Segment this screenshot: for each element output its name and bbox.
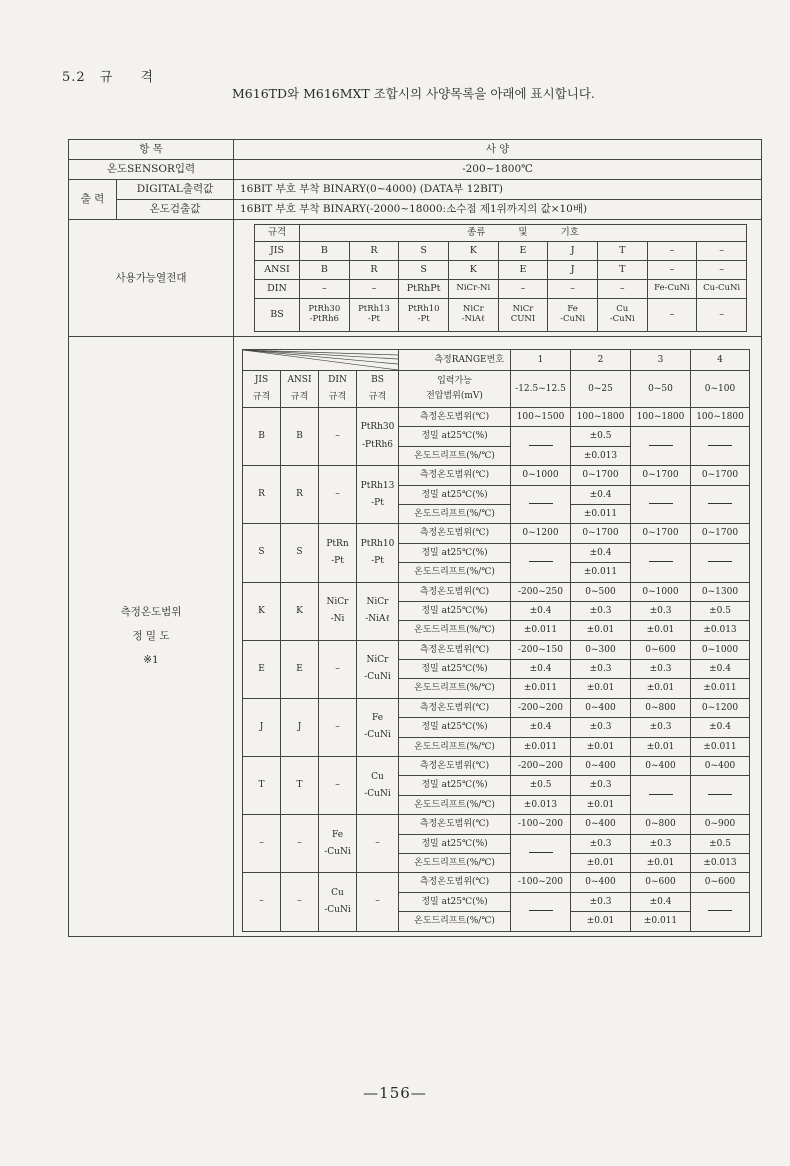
param-label: 정밀 at25℃(%) bbox=[399, 660, 511, 679]
tc-type-cell: E bbox=[498, 261, 548, 280]
dash-mark bbox=[649, 561, 673, 562]
std-bs-cell: – bbox=[357, 815, 399, 873]
range-value-empty bbox=[511, 485, 571, 524]
range-value: 0~1300 bbox=[691, 582, 750, 601]
param-label: 정밀 at25℃(%) bbox=[399, 892, 511, 911]
col-item-header: 항 목 bbox=[69, 140, 234, 160]
tc-type-cell: R bbox=[349, 261, 399, 280]
tc-header-kind: 종류 및 기호 bbox=[300, 225, 747, 242]
tc-type-cell: Cu -CuNi bbox=[597, 299, 647, 332]
std-header-din: DIN 규격 bbox=[319, 371, 357, 408]
range-value: 0~400 bbox=[571, 873, 631, 892]
std-jis-cell: E bbox=[243, 640, 281, 698]
param-label: 정밀 at25℃(%) bbox=[399, 776, 511, 795]
std-bs-cell: NiCr -NiAℓ bbox=[357, 582, 399, 640]
param-label: 정밀 at25℃(%) bbox=[399, 543, 511, 562]
tc-type-cell: T bbox=[597, 242, 647, 261]
range-value-empty bbox=[691, 485, 750, 524]
tc-type-cell: NiCr -NiAℓ bbox=[448, 299, 498, 332]
range-value: ±0.5 bbox=[691, 601, 750, 620]
tc-type-cell: PtRh13 -Pt bbox=[349, 299, 399, 332]
range-value: 0~1700 bbox=[631, 466, 691, 485]
range-value: ±0.4 bbox=[571, 485, 631, 504]
tc-type-cell: – bbox=[697, 261, 747, 280]
range-value: ±0.011 bbox=[511, 679, 571, 698]
dash-mark bbox=[649, 503, 673, 504]
param-label: 정밀 at25℃(%) bbox=[399, 427, 511, 446]
range-value: 100~1800 bbox=[571, 408, 631, 427]
param-label: 온도드리프트(%/℃) bbox=[399, 563, 511, 582]
param-label: 온도드리프트(%/℃) bbox=[399, 679, 511, 698]
range-number: 1 bbox=[511, 350, 571, 371]
tc-type-cell: – bbox=[597, 280, 647, 299]
tc-type-cell: – bbox=[647, 242, 697, 261]
range-value: ±0.011 bbox=[631, 912, 691, 931]
range-value: ±0.3 bbox=[571, 601, 631, 620]
dash-mark bbox=[529, 445, 553, 446]
range-value: ±0.013 bbox=[571, 446, 631, 465]
diagonal-lines bbox=[243, 350, 398, 370]
range-value: 0~400 bbox=[631, 757, 691, 776]
intro-text: M616TD와 M616MXT 조합시의 사양목록을 아래에 표시합니다. bbox=[232, 86, 595, 101]
tc-type-cell: B bbox=[300, 261, 350, 280]
range-value-empty bbox=[691, 427, 750, 466]
range-value: 0~1700 bbox=[571, 466, 631, 485]
range-value: ±0.4 bbox=[691, 660, 750, 679]
tc-type-cell: K bbox=[448, 261, 498, 280]
tc-types-table bbox=[254, 224, 747, 332]
dash-mark bbox=[708, 794, 732, 795]
range-value: -100~200 bbox=[511, 815, 571, 834]
range-value: ±0.4 bbox=[631, 892, 691, 911]
tc-type-cell: Fe-CuNi bbox=[647, 280, 697, 299]
std-header-ansi: ANSI 규격 bbox=[281, 371, 319, 408]
row-value: -200~1800℃ bbox=[234, 160, 762, 180]
tc-type-cell: S bbox=[399, 242, 449, 261]
std-ansi-cell: – bbox=[281, 873, 319, 931]
dash-mark bbox=[529, 561, 553, 562]
tc-type-cell: Fe -CuNi bbox=[548, 299, 598, 332]
dash-mark bbox=[649, 445, 673, 446]
param-label: 정밀 at25℃(%) bbox=[399, 601, 511, 620]
tc-std: DIN bbox=[255, 280, 300, 299]
std-ansi-cell: K bbox=[281, 582, 319, 640]
output-group-label: 출 력 bbox=[69, 180, 117, 220]
range-value: 0~1700 bbox=[571, 524, 631, 543]
page-number: —156— bbox=[363, 1084, 427, 1102]
std-header-jis: JIS 규격 bbox=[243, 371, 281, 408]
col-spec-header: 사 양 bbox=[234, 140, 762, 160]
range-value: ±0.3 bbox=[571, 660, 631, 679]
tc-cell bbox=[234, 220, 762, 337]
param-label: 온도드리프트(%/℃) bbox=[399, 737, 511, 756]
range-value: ±0.3 bbox=[571, 834, 631, 853]
std-jis-cell: K bbox=[243, 582, 281, 640]
param-label: 측정온도범위(℃) bbox=[399, 640, 511, 659]
range-value: ±0.5 bbox=[571, 427, 631, 446]
range-value: ±0.011 bbox=[571, 504, 631, 523]
range-value: ±0.4 bbox=[511, 718, 571, 737]
tc-type-cell: E bbox=[498, 242, 548, 261]
dash-mark bbox=[708, 910, 732, 911]
range-value: 0~600 bbox=[631, 640, 691, 659]
dash-mark bbox=[708, 445, 732, 446]
range-value: 0~900 bbox=[691, 815, 750, 834]
tc-std: ANSI bbox=[255, 261, 300, 280]
range-value-empty bbox=[511, 427, 571, 466]
range-value-empty bbox=[631, 543, 691, 582]
std-jis-cell: J bbox=[243, 698, 281, 756]
range-value: 0~500 bbox=[571, 582, 631, 601]
tc-type-cell: Cu-CuNi bbox=[697, 280, 747, 299]
range-value: ±0.01 bbox=[571, 912, 631, 931]
row-value: 16BIT 부호 부착 BINARY(0~4000) (DATA부 12BIT) bbox=[234, 180, 762, 200]
range-value: ±0.3 bbox=[631, 718, 691, 737]
std-din-cell: – bbox=[319, 757, 357, 815]
range-value: 0~400 bbox=[571, 757, 631, 776]
range-value: 100~1800 bbox=[631, 408, 691, 427]
std-ansi-cell: R bbox=[281, 466, 319, 524]
std-ansi-cell: T bbox=[281, 757, 319, 815]
tc-type-cell: S bbox=[399, 261, 449, 280]
std-ansi-cell: J bbox=[281, 698, 319, 756]
tc-type-cell: – bbox=[349, 280, 399, 299]
tc-std: BS bbox=[255, 299, 300, 332]
tc-type-cell: PtRh30 -PtRh6 bbox=[300, 299, 350, 332]
tc-type-cell: J bbox=[548, 242, 598, 261]
range-value-empty bbox=[511, 834, 571, 873]
param-label: 온도드리프트(%/℃) bbox=[399, 504, 511, 523]
input-voltage-label: 입력가능 전압범위(mV) bbox=[399, 371, 511, 408]
tc-type-cell: – bbox=[697, 299, 747, 332]
range-value: ±0.011 bbox=[571, 563, 631, 582]
tc-std: JIS bbox=[255, 242, 300, 261]
range-value: ±0.3 bbox=[571, 776, 631, 795]
range-label-2: 정 밀 도 bbox=[132, 630, 170, 643]
range-value: ±0.01 bbox=[571, 737, 631, 756]
range-value: ±0.011 bbox=[511, 737, 571, 756]
std-jis-cell: S bbox=[243, 524, 281, 582]
param-label: 정밀 at25℃(%) bbox=[399, 834, 511, 853]
dash-mark bbox=[708, 561, 732, 562]
range-number: 2 bbox=[571, 350, 631, 371]
tc-type-cell: – bbox=[647, 261, 697, 280]
range-value-empty bbox=[691, 892, 750, 931]
diagonal-header bbox=[243, 350, 399, 371]
std-bs-cell: PtRh30 -PtRh6 bbox=[357, 408, 399, 466]
std-ansi-cell: B bbox=[281, 408, 319, 466]
range-value: ±0.3 bbox=[571, 718, 631, 737]
range-value: 0~800 bbox=[631, 698, 691, 717]
range-value: -200~200 bbox=[511, 698, 571, 717]
tc-type-cell: J bbox=[548, 261, 598, 280]
range-value: 0~600 bbox=[691, 873, 750, 892]
range-value-empty bbox=[631, 485, 691, 524]
range-value: 0~400 bbox=[571, 698, 631, 717]
param-label: 측정온도범위(℃) bbox=[399, 466, 511, 485]
range-value-empty bbox=[691, 543, 750, 582]
range-value: -200~200 bbox=[511, 757, 571, 776]
range-value: ±0.011 bbox=[511, 621, 571, 640]
row-label: 온도검출값 bbox=[117, 200, 234, 220]
tc-type-cell: – bbox=[548, 280, 598, 299]
range-value: 0~1700 bbox=[691, 524, 750, 543]
range-value: ±0.01 bbox=[571, 679, 631, 698]
dash-mark bbox=[529, 852, 553, 853]
param-label: 측정온도범위(℃) bbox=[399, 524, 511, 543]
tc-type-cell: B bbox=[300, 242, 350, 261]
range-number: 4 bbox=[691, 350, 750, 371]
std-din-cell: – bbox=[319, 408, 357, 466]
range-cell bbox=[234, 337, 762, 937]
std-ansi-cell: – bbox=[281, 815, 319, 873]
tc-type-cell: NiCr CUNI bbox=[498, 299, 548, 332]
std-jis-cell: B bbox=[243, 408, 281, 466]
std-jis-cell: T bbox=[243, 757, 281, 815]
param-label: 온도드리프트(%/℃) bbox=[399, 853, 511, 872]
tc-label: 사용가능열전대 bbox=[69, 220, 234, 337]
range-value: 0~1000 bbox=[631, 582, 691, 601]
range-value-empty bbox=[691, 776, 750, 815]
std-bs-cell: – bbox=[357, 873, 399, 931]
param-label: 온도드리프트(%/℃) bbox=[399, 795, 511, 814]
dash-mark bbox=[649, 794, 673, 795]
range-value: 0~400 bbox=[571, 815, 631, 834]
range-value: ±0.011 bbox=[691, 737, 750, 756]
range-value: ±0.3 bbox=[631, 601, 691, 620]
dash-mark bbox=[708, 503, 732, 504]
range-value: ±0.3 bbox=[631, 660, 691, 679]
param-label: 측정온도범위(℃) bbox=[399, 698, 511, 717]
std-din-cell: – bbox=[319, 640, 357, 698]
std-bs-cell: Fe -CuNi bbox=[357, 698, 399, 756]
range-value: ±0.01 bbox=[631, 737, 691, 756]
param-label: 온도드리프트(%/℃) bbox=[399, 621, 511, 640]
std-din-cell: – bbox=[319, 466, 357, 524]
range-value: 0~1700 bbox=[631, 524, 691, 543]
range-value: ±0.3 bbox=[631, 834, 691, 853]
range-table bbox=[242, 349, 750, 932]
std-jis-cell: R bbox=[243, 466, 281, 524]
range-value: ±0.01 bbox=[631, 621, 691, 640]
range-value: ±0.013 bbox=[691, 853, 750, 872]
tc-type-cell: T bbox=[597, 261, 647, 280]
range-value: 100~1500 bbox=[511, 408, 571, 427]
range-label-3: ※1 bbox=[143, 654, 159, 667]
tc-type-cell: PtRhPt bbox=[399, 280, 449, 299]
range-value: ±0.01 bbox=[571, 795, 631, 814]
range-value: ±0.01 bbox=[631, 853, 691, 872]
range-value-empty bbox=[631, 427, 691, 466]
range-value: ±0.5 bbox=[511, 776, 571, 795]
spec-table bbox=[68, 139, 762, 937]
range-value: ±0.3 bbox=[571, 892, 631, 911]
tc-type-cell: PtRh10 -Pt bbox=[399, 299, 449, 332]
tc-type-cell: NiCr-Ni bbox=[448, 280, 498, 299]
row-label: DIGITAL출력값 bbox=[117, 180, 234, 200]
range-value: 0~400 bbox=[691, 757, 750, 776]
range-value: 0~1700 bbox=[691, 466, 750, 485]
std-din-cell: Cu -CuNi bbox=[319, 873, 357, 931]
section-title: 규 격 bbox=[99, 70, 165, 85]
param-label: 정밀 at25℃(%) bbox=[399, 718, 511, 737]
range-value: -200~250 bbox=[511, 582, 571, 601]
input-range: 0~25 bbox=[571, 371, 631, 408]
range-value: 0~1000 bbox=[511, 466, 571, 485]
param-label: 온도드리프트(%/℃) bbox=[399, 912, 511, 931]
tc-type-cell: K bbox=[448, 242, 498, 261]
range-value: 0~600 bbox=[631, 873, 691, 892]
std-ansi-cell: S bbox=[281, 524, 319, 582]
param-label: 온도드리프트(%/℃) bbox=[399, 446, 511, 465]
range-value: ±0.01 bbox=[631, 679, 691, 698]
input-range: 0~100 bbox=[691, 371, 750, 408]
range-value-empty bbox=[631, 776, 691, 815]
tc-type-cell: – bbox=[697, 242, 747, 261]
std-bs-cell: NiCr -CuNi bbox=[357, 640, 399, 698]
range-value: 0~300 bbox=[571, 640, 631, 659]
std-din-cell: Fe -CuNi bbox=[319, 815, 357, 873]
input-range: 0~50 bbox=[631, 371, 691, 408]
param-label: 측정온도범위(℃) bbox=[399, 873, 511, 892]
tc-type-cell: R bbox=[349, 242, 399, 261]
dash-mark bbox=[529, 910, 553, 911]
row-label: 온도SENSOR입력 bbox=[69, 160, 234, 180]
param-label: 정밀 at25℃(%) bbox=[399, 485, 511, 504]
param-label: 측정온도범위(℃) bbox=[399, 757, 511, 776]
range-value: 0~1200 bbox=[691, 698, 750, 717]
range-value: -100~200 bbox=[511, 873, 571, 892]
param-label: 측정온도범위(℃) bbox=[399, 408, 511, 427]
range-value: ±0.013 bbox=[511, 795, 571, 814]
section-number: 5.2 bbox=[62, 70, 86, 85]
dash-mark bbox=[529, 503, 553, 504]
range-value: ±0.011 bbox=[691, 679, 750, 698]
std-bs-cell: PtRh13 -Pt bbox=[357, 466, 399, 524]
std-ansi-cell: E bbox=[281, 640, 319, 698]
param-label: 측정온도범위(℃) bbox=[399, 582, 511, 601]
range-label-1: 측정온도범위 bbox=[120, 606, 182, 619]
row-value: 16BIT 부호 부착 BINARY(-2000~18000:소수점 제1위까지의 값×10배) bbox=[234, 200, 762, 220]
tc-type-cell: – bbox=[647, 299, 697, 332]
range-value: ±0.01 bbox=[571, 853, 631, 872]
range-label bbox=[69, 337, 234, 937]
range-number: 3 bbox=[631, 350, 691, 371]
std-header-bs: BS 규격 bbox=[357, 371, 399, 408]
range-value: ±0.4 bbox=[511, 601, 571, 620]
std-bs-cell: PtRh10 -Pt bbox=[357, 524, 399, 582]
input-range: -12.5~12.5 bbox=[511, 371, 571, 408]
tc-type-cell: – bbox=[498, 280, 548, 299]
tc-type-cell: – bbox=[300, 280, 350, 299]
range-number-label: 측정RANGE번호 bbox=[399, 350, 511, 371]
param-label: 측정온도범위(℃) bbox=[399, 815, 511, 834]
range-value: ±0.4 bbox=[511, 660, 571, 679]
std-din-cell: PtRn -Pt bbox=[319, 524, 357, 582]
range-value: 0~1200 bbox=[511, 524, 571, 543]
std-din-cell: NiCr -Ni bbox=[319, 582, 357, 640]
std-jis-cell: – bbox=[243, 815, 281, 873]
range-value-empty bbox=[511, 543, 571, 582]
range-value: ±0.4 bbox=[691, 718, 750, 737]
range-value: ±0.01 bbox=[571, 621, 631, 640]
range-value-empty bbox=[511, 892, 571, 931]
std-bs-cell: Cu -CuNi bbox=[357, 757, 399, 815]
range-value: 0~1000 bbox=[691, 640, 750, 659]
range-value: 0~800 bbox=[631, 815, 691, 834]
section-heading bbox=[62, 66, 165, 85]
range-value: 100~1800 bbox=[691, 408, 750, 427]
range-value: ±0.5 bbox=[691, 834, 750, 853]
range-value: -200~150 bbox=[511, 640, 571, 659]
std-jis-cell: – bbox=[243, 873, 281, 931]
std-din-cell: – bbox=[319, 698, 357, 756]
range-value: ±0.013 bbox=[691, 621, 750, 640]
tc-header-std: 규격 bbox=[255, 225, 300, 242]
range-value: ±0.4 bbox=[571, 543, 631, 562]
